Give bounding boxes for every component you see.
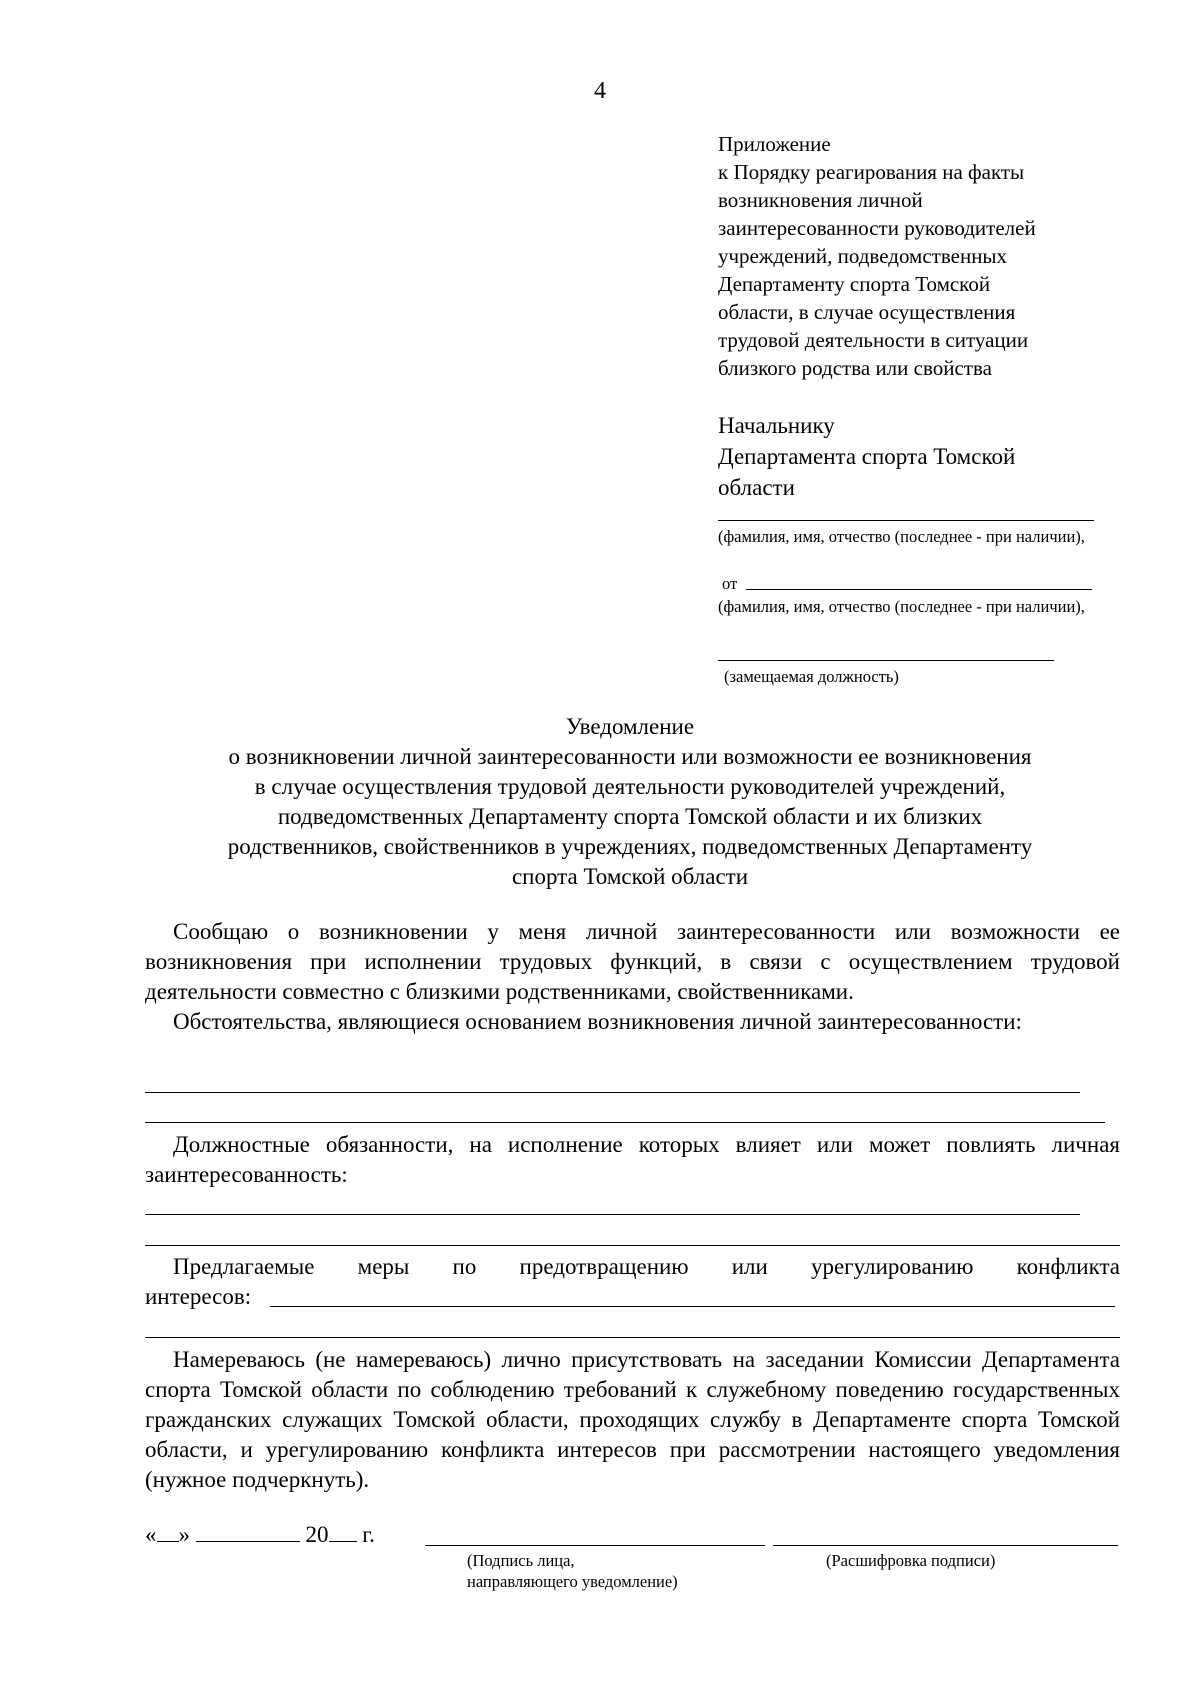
signature-caption-line: (Подпись лица, (467, 1551, 575, 1570)
body-paragraph-1 (145, 917, 1120, 1007)
signature-caption (467, 1550, 678, 1592)
position-caption: (замещаемая должность) (724, 667, 899, 686)
measures-line-1[interactable] (270, 1306, 1115, 1307)
addressee-block (718, 410, 1118, 503)
signature-caption-line: направляющего уведомление) (467, 1572, 678, 1591)
quote-close: » (178, 1522, 190, 1547)
body-paragraph-4 (145, 1252, 1120, 1282)
appendix-line: учреждений, подведомственных (718, 244, 1008, 268)
appendix-line: возникновения личной (718, 188, 923, 212)
from-label: от (722, 574, 738, 593)
measures-label: интересов: (145, 1284, 252, 1309)
fio-caption-sender: (фамилия, имя, отчество (последнее - при наличии), (718, 597, 1085, 616)
notice-subtitle-line: родственников, свойственников в учреждениях, подведомственных Департаменту (227, 834, 1033, 859)
body-paragraph-3 (145, 1130, 1120, 1190)
body-paragraph-2 (145, 1007, 1120, 1037)
notice-subtitle-line: в случае осуществления трудовой деятельности руководителей учреждений, (254, 774, 1006, 799)
appendix-line: к Порядку реагирования на факты (718, 160, 1025, 184)
day-line[interactable] (157, 1541, 179, 1542)
decode-caption: (Расшифровка подписи) (826, 1551, 996, 1570)
signature-decode-line[interactable] (773, 1545, 1118, 1546)
body-text: Намереваюсь (не намереваюсь) лично присутствовать на заседании Комиссии Департамента спорта Томской области по соблюдению требований к служебному поведению государственных гражданских служащих Томской области, проходящих службу в Департаменте спорта Томской области, и урегулированию конфликта интересов при рассмотрении настоящего уведомления (нужное подчеркнуть). (145, 1347, 1120, 1492)
body-text: Сообщаю о возникновении у меня личной заинтересованности или возможности ее возникновения при исполнении трудовых функций, в связи с осуществлением трудовой деятельности совместно с близкими родственниками, свойственниками. (145, 919, 1120, 1004)
sender-name-line[interactable] (746, 589, 1092, 590)
notice-subtitle-line: подведомственных Департаменту спорта Томской области и их близких (277, 804, 983, 829)
circumstances-line-1[interactable] (145, 1092, 1080, 1093)
fio-caption-head: (фамилия, имя, отчество (последнее - при наличии), (718, 527, 1085, 546)
month-line[interactable] (196, 1541, 300, 1542)
appendix-line: области, в случае осуществления (718, 300, 1016, 324)
addressee-line: области (718, 475, 795, 500)
appendix-line: Приложение (718, 132, 831, 156)
date-field (145, 1520, 375, 1550)
duties-line-2[interactable] (145, 1245, 1120, 1246)
position-line[interactable] (718, 660, 1054, 661)
addressee-line: Департамента спорта Томской (718, 444, 1016, 469)
notice-title (0, 712, 1200, 892)
signature-line[interactable] (425, 1545, 765, 1546)
year-line[interactable] (329, 1541, 357, 1542)
quote-open: « (145, 1522, 157, 1547)
duties-line-1[interactable] (145, 1214, 1080, 1215)
body-text: Должностные обязанности, на исполнение которых влияет или может повлиять личная заинтересованность: (145, 1132, 1120, 1187)
appendix-line: Департаменту спорта Томской (718, 272, 991, 296)
measures-line-2[interactable] (145, 1337, 1120, 1338)
notice-heading: Уведомление (565, 714, 695, 739)
notice-subtitle-line: о возникновении личной заинтересованности или возможности ее возникновения (228, 744, 1032, 769)
year-prefix: 20 (305, 1522, 329, 1547)
appendix-line: заинтересованности руководителей (718, 216, 1036, 240)
notice-subtitle-line: спорта Томской области (511, 864, 749, 889)
body-paragraph-5 (145, 1345, 1120, 1495)
addressee-line: Начальнику (718, 413, 835, 438)
circumstances-line-2[interactable] (145, 1122, 1105, 1123)
year-suffix: г. (362, 1522, 375, 1547)
appendix-line: близкого родства или свойства (718, 356, 992, 380)
body-text: Обстоятельства, являющиеся основанием возникновения личной заинтересованности: (173, 1009, 1022, 1034)
appendix-block (718, 130, 1118, 382)
head-name-line[interactable] (718, 520, 1094, 521)
page-number: 4 (594, 78, 606, 104)
appendix-line: трудовой деятельности в ситуации (718, 328, 1029, 352)
body-text: Предлагаемые меры по предотвращению или урегулированию конфликта (173, 1254, 1120, 1279)
